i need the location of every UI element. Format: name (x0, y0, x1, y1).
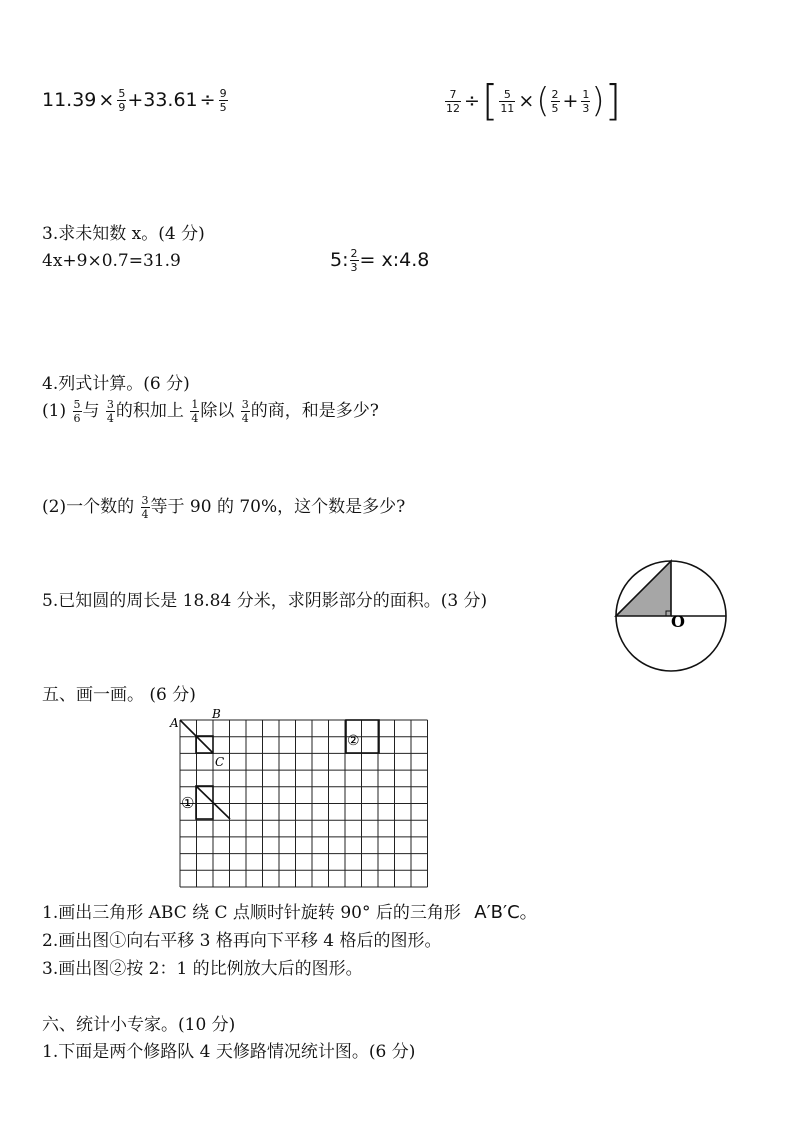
right-paren: ) (591, 81, 605, 121)
numerator: 1 (191, 398, 199, 411)
fraction (581, 89, 590, 114)
denominator: 3 (350, 261, 358, 274)
denominator: 3 (582, 101, 590, 115)
text: 的积加上 (115, 401, 184, 421)
denominator: 4 (141, 508, 149, 521)
denominator: 5 (551, 101, 559, 115)
denominator: 4 (106, 412, 114, 425)
center-label: O (671, 612, 685, 631)
right-bracket: ] (604, 76, 622, 125)
q4-part-2 (42, 492, 405, 520)
denominator: 11 (500, 101, 515, 115)
task-text: 1.画出三角形 ABC 绕 C 点顺时针旋转 90° 后的三角形 (42, 903, 461, 923)
ratio-right: = x:4.8 (359, 249, 430, 271)
q4-part-1 (42, 396, 379, 424)
left-bracket: [ (481, 76, 499, 125)
denominator: 5 (219, 101, 227, 114)
numerator: 5 (118, 87, 126, 100)
operator: × (518, 89, 535, 112)
denominator: 9 (118, 101, 126, 114)
fraction (141, 495, 150, 520)
fraction (106, 399, 115, 424)
fraction (551, 89, 560, 114)
numerator: 3 (141, 494, 149, 507)
denominator: 6 (73, 412, 81, 425)
fraction (190, 399, 199, 424)
left-paren: ( (536, 81, 550, 121)
circle-figure (612, 557, 730, 675)
q3-equation-1: 4x+9×0.7=31.9 (42, 251, 181, 271)
figure-1-label: ① (181, 794, 195, 812)
fraction (73, 399, 82, 424)
numerator: 1 (582, 87, 590, 101)
numerator: 7 (449, 87, 457, 101)
denominator: 12 (446, 101, 460, 115)
denominator: 4 (241, 412, 249, 425)
text: 除以 (200, 401, 235, 421)
numerator: 5 (503, 87, 511, 101)
fraction (445, 89, 461, 114)
figure-2-label: ② (347, 733, 360, 749)
section-6-title: 六、统计小专家。(10 分) (42, 1015, 236, 1035)
q4-title: 4.列式计算。(6 分) (42, 374, 190, 394)
expression-2 (444, 76, 622, 125)
ratio-left: 5: (330, 249, 349, 271)
numerator: 9 (219, 87, 227, 100)
task-1 (42, 898, 538, 924)
numerator: 3 (241, 398, 249, 411)
operator: ÷ (464, 89, 480, 112)
fraction (241, 399, 250, 424)
fraction (219, 88, 228, 113)
grid-lines (180, 720, 428, 887)
text: 等于 90 的 70%，这个数是多少? (150, 497, 406, 517)
fraction (350, 248, 359, 273)
task-2: 2.画出图①向右平移 3 格再向下平移 4 格后的图形。 (42, 931, 442, 951)
numerator: 2 (551, 87, 559, 101)
text: 的商，和是多少? (250, 401, 379, 421)
part-label: (1) (42, 401, 67, 421)
point-c-label: C (215, 755, 225, 769)
operator: + (562, 89, 579, 112)
figure-1-outline (196, 786, 213, 819)
operator: ÷ (199, 89, 216, 111)
numerator: 3 (106, 398, 114, 411)
fraction (117, 88, 126, 113)
task-3: 3.画出图②按 2：1 的比例放大后的图形。 (42, 959, 363, 979)
q3-title: 3.求未知数 x。(4 分) (42, 224, 205, 244)
q5-text: 5.已知圆的周长是 18.84 分米，求阴影部分的面积。(3 分) (42, 591, 488, 611)
number: +33.61 (127, 89, 198, 111)
numerator: 5 (73, 398, 81, 411)
section-6-item-1: 1.下面是两个修路队 4 天修路情况统计图。(6 分) (42, 1042, 416, 1062)
numerator: 2 (350, 247, 358, 260)
text: 与 (82, 401, 100, 421)
fraction (499, 89, 515, 114)
q3-equation-2 (330, 248, 429, 273)
section-5-title: 五、画一画。 (6 分) (42, 685, 196, 705)
denominator: 4 (191, 412, 199, 425)
text: (2)一个数的 (42, 497, 135, 517)
number: 11.39 (42, 89, 97, 111)
triangle-name: A′B′C。 (474, 902, 538, 923)
expression-1 (42, 88, 229, 113)
operator: × (98, 89, 115, 111)
point-a-label: A (170, 716, 179, 730)
drawing-grid (166, 706, 436, 892)
point-b-label: B (212, 707, 221, 721)
